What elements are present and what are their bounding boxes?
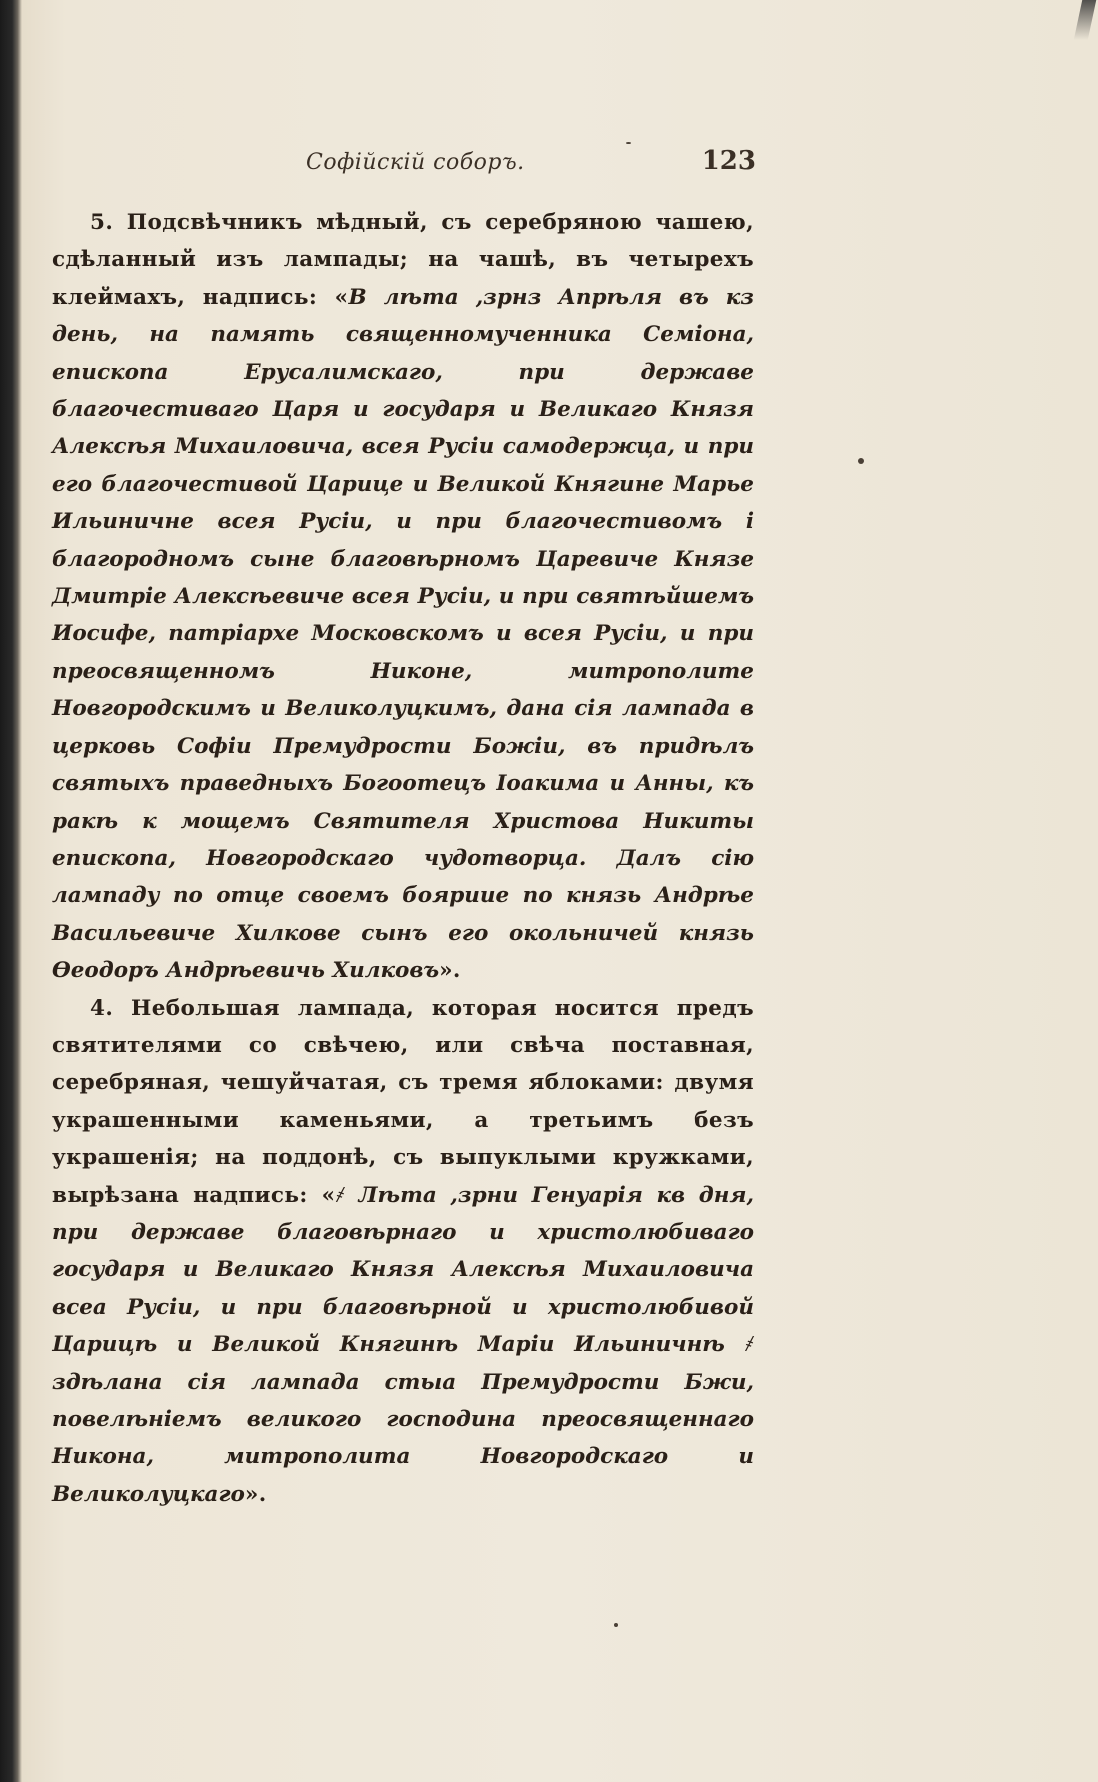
- paragraph-lead: 4. Небольшая лампада, которая носится предъ святителями со свѣчею, или свѣча поставная, серебряная, чешуйчатая, съ тремя яблоками: двумя украшенными каменьями, а третьимъ безъ украшенія; на поддонѣ, съ выпуклыми кружками, вырѣзана надпись: «: [52, 995, 754, 1208]
- paragraph-tail: ».: [244, 1481, 267, 1507]
- ink-speck: [858, 458, 864, 464]
- ink-speck: [626, 142, 631, 144]
- running-head: Софійскій соборъ.: [306, 150, 525, 175]
- inscription-text: В лѣта ,зрнз Апрѣля въ кз день, на память священномученника Семіона, епископа Ерусалимскаго, при державе благочестиваго Царя и государя и Великаго Князя Алексѣя Михаиловича, всея Русіи самодержца, и при его благочестивой Царице и Великой Княгине Марье Ильиничне всея Русіи, и при благочестивомъ і благородномъ сыне благовѣрномъ Царевиче Князе Дмитріе Алексѣевиче всея Русіи, и при святѣйшемъ Иосифе, патріархе Московскомъ и всея Русіи, и при преосвященномъ Никоне, митрополите Новгородскимъ и Великолуцкимъ, дана сія лампада в церковь Софіи Премудрости Божіи, въ придѣлъ святыхъ праведныхъ Богоотецъ Іоакима и Анны, къ ракѣ к мощемъ Святителя Христова Никиты епископа, Новгородскаго чудотворца. Далъ сію лампаду по отце своемъ бояриие по князь Андрѣе Васильевиче Хилкове сынъ его окольничей князь Өеодоръ Андрѣевичь Хилковъ: [52, 284, 755, 984]
- body-text: [52, 204, 754, 1513]
- page-header: [50, 146, 756, 180]
- spine-shadow: [0, 0, 22, 1782]
- paragraph-tail: ».: [439, 958, 461, 984]
- paragraph-lead: 5. Подсвѣчникъ мѣдный, съ серебряною чашею, сдѣланный изъ лампады; на чашѣ, въ четырехъ клеймахъ, надпись: «: [52, 210, 754, 310]
- paragraph-item-5: [52, 204, 754, 990]
- corner-mark: [1074, 0, 1097, 40]
- page-number: 123: [701, 146, 756, 176]
- paragraph-item-4: [52, 990, 754, 1514]
- inscription-text: ҂ Лѣта ,зрни Генуарія кв дня, при державе благовѣрнаго и христолюбиваго государя и Великаго Князя Алексѣя Михаиловича всеа Русіи, и при благовѣрной и христолюбивой Царицѣ и Великой Княгинѣ Маріи Ильиничнѣ ҂ здѣлана сія лампада стыа Премудрости Бжи, повелѣніемъ великого господина преосвященнаго Никона, митрополита Новгородскаго и Великолуцкаго: [52, 1182, 754, 1507]
- ink-speck: [614, 1623, 618, 1627]
